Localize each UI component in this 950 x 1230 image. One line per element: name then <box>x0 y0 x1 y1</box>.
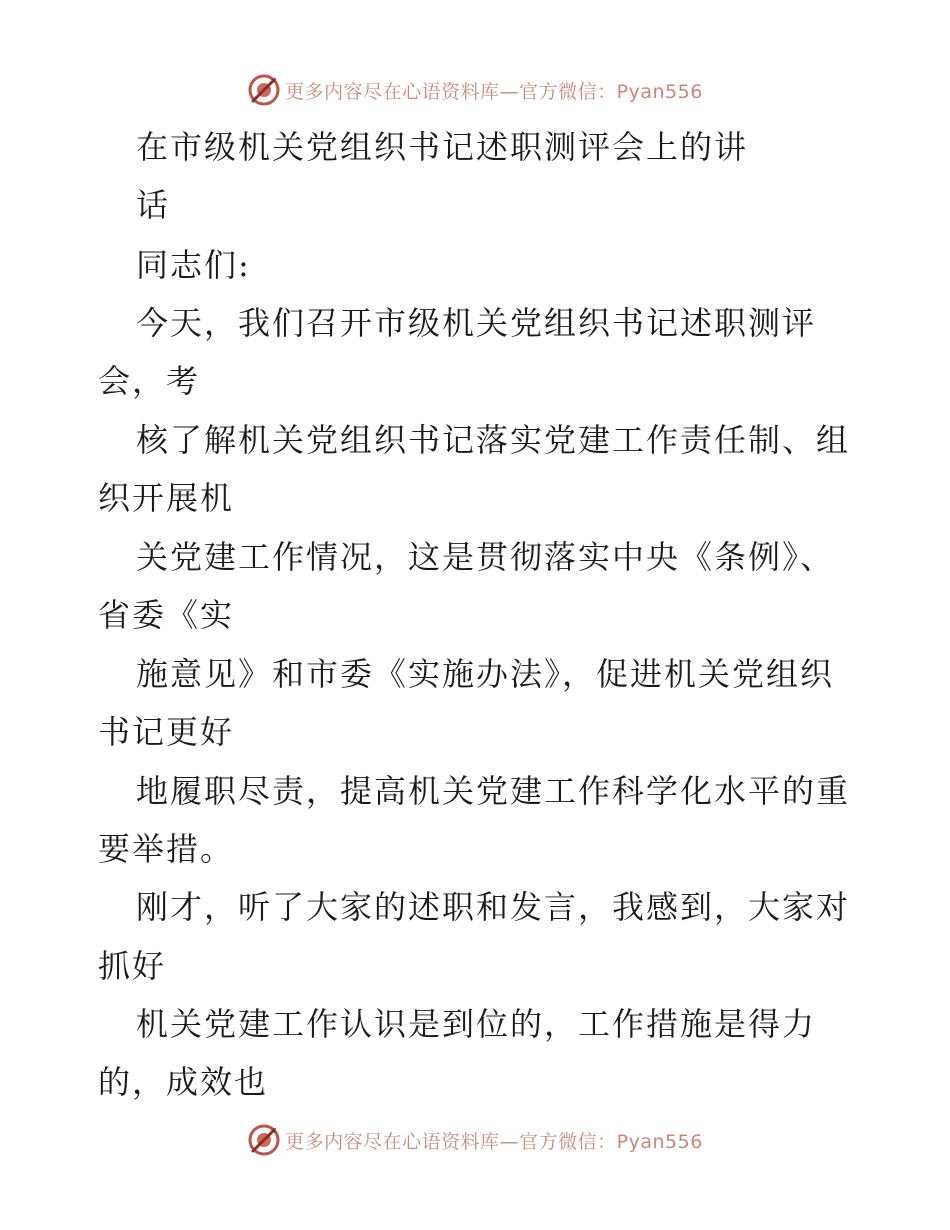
text-line: 关党建工作情况，这是贯彻落实中央《条例》、 <box>136 538 835 576</box>
text-line: 今天，我们召开市级机关党组织书记述职测评 <box>136 304 817 342</box>
header-banner-text: 更多内容尽在心语资料库—官方微信：Pyan556 <box>285 80 703 103</box>
text-line: 书记更好 <box>98 713 235 751</box>
title-line-1: 在市级机关党组织书记述职测评会上的讲 <box>136 128 749 166</box>
text-line: 施意见》和市委《实施办法》，促进机关党组织 <box>136 655 835 693</box>
text-line: 会，考 <box>98 362 201 400</box>
text-line: 机关党建工作认识是到位的，工作措施是得力 <box>136 1005 817 1043</box>
text-line: 刚才，听了大家的述职和发言，我感到，大家对 <box>136 888 851 926</box>
title-line-2: 话 <box>136 186 171 224</box>
logo-icon <box>247 1123 281 1157</box>
footer-banner <box>0 1120 950 1160</box>
logo-icon <box>247 73 281 107</box>
text-line: 核了解机关党组织书记落实党建工作责任制、组 <box>136 421 851 459</box>
text-line: 省委《实 <box>98 596 235 634</box>
text-line: 的，成效也 <box>98 1063 269 1101</box>
salutation: 同志们: <box>136 246 251 284</box>
text-line: 织开展机 <box>98 479 235 517</box>
text-line: 抓好 <box>98 947 167 985</box>
header-banner <box>0 70 950 110</box>
text-line: 要举措。 <box>98 830 235 868</box>
text-line: 地履职尽责，提高机关党建工作科学化水平的重 <box>136 772 851 810</box>
footer-banner-text: 更多内容尽在心语资料库—官方微信：Pyan556 <box>285 1130 703 1153</box>
